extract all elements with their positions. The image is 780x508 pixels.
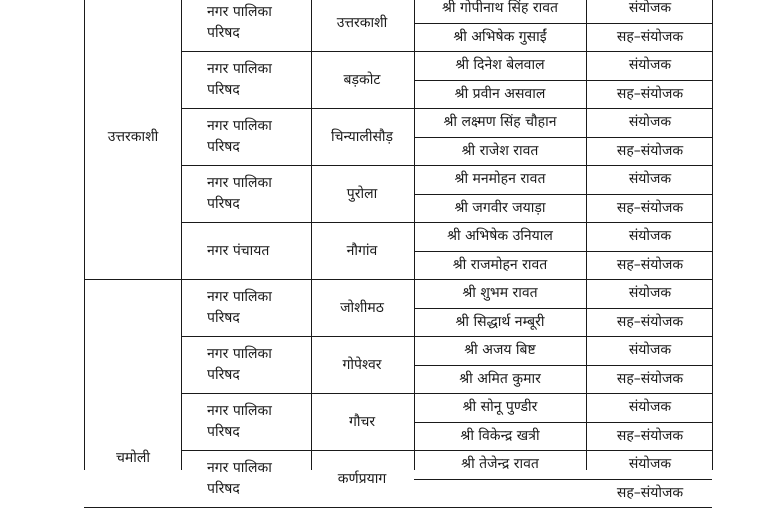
member-row-divider [414, 251, 712, 252]
member-row-divider [414, 194, 712, 195]
member-role: संयोजक [628, 285, 672, 302]
member-role: सह–संयोजक [616, 313, 684, 330]
member-name: श्री अजय बिष्ट [464, 342, 536, 359]
body-place: जोशीमठ [340, 299, 384, 316]
col-border-4 [586, 0, 587, 470]
member-role: सह–संयोजक [616, 370, 684, 387]
member-role: सह–संयोजक [616, 142, 684, 159]
member-name: श्री सिद्धार्थ नम्बूरी [455, 313, 545, 330]
group-row-divider [84, 279, 712, 280]
member-role: संयोजक [628, 399, 672, 416]
member-role: संयोजक [628, 57, 672, 74]
body-type-line1: नगर पालिका [207, 174, 272, 191]
member-row-divider [414, 308, 712, 309]
member-row-divider [414, 137, 712, 138]
member-name: श्री शुभम रावत [462, 285, 538, 302]
col-border-5 [712, 0, 713, 470]
member-name: श्री विकेन्द्र खत्री [460, 427, 540, 444]
member-name: श्री राजमोहन रावत [452, 256, 548, 273]
body-type: नगर पंचायत [207, 242, 270, 259]
body-row-divider [181, 336, 712, 337]
body-type-line2: परिषद [207, 423, 240, 440]
member-role: संयोजक [628, 171, 672, 188]
col-border-3 [414, 0, 415, 470]
body-row-divider [181, 51, 712, 52]
body-row-divider [181, 222, 712, 223]
body-type-line2: परिषद [207, 24, 240, 41]
member-name: श्री अभिषेक गुसाईं [453, 28, 547, 45]
member-role: सह–संयोजक [616, 28, 684, 45]
member-name: श्री प्रवीन असवाल [454, 85, 546, 102]
member-role: सह–संयोजक [616, 484, 684, 501]
member-role: संयोजक [628, 0, 672, 17]
member-role: संयोजक [628, 228, 672, 245]
member-role: सह–संयोजक [616, 85, 684, 102]
member-name: श्री लक्ष्मण सिंह चौहान [443, 114, 557, 131]
body-type-line1: नगर पालिका [207, 60, 272, 77]
body-place: नौगांव [346, 242, 378, 259]
body-place: बड़कोट [343, 71, 381, 88]
member-role: संयोजक [628, 114, 672, 131]
body-place: पुरोला [346, 185, 378, 202]
body-type-line2: परिषद [207, 480, 240, 497]
body-place: उत्तरकाशी [336, 14, 388, 31]
body-type-line1: नगर पालिका [207, 402, 272, 419]
col-border-0 [84, 0, 85, 470]
col-border-1 [181, 0, 182, 470]
body-type-line2: परिषद [207, 366, 240, 383]
body-type-line1: नगर पालिका [207, 459, 272, 476]
body-place: गौचर [348, 413, 376, 430]
body-type-line2: परिषद [207, 309, 240, 326]
member-row-divider [414, 80, 712, 81]
member-row-divider [414, 365, 712, 366]
body-row-divider [181, 108, 712, 109]
member-row-divider [414, 23, 712, 24]
body-type-line2: परिषद [207, 195, 240, 212]
member-name: श्री राजेश रावत [461, 142, 539, 159]
col-border-2 [311, 0, 312, 470]
member-name: श्री जगवीर जयाड़ा [454, 199, 546, 216]
body-type-line1: नगर पालिका [207, 3, 272, 20]
member-name: श्री दिनेश बेलवाल [455, 57, 545, 74]
member-name: श्री गोपीनाथ सिंह रावत [442, 0, 558, 17]
member-name: श्री तेजेन्द्र रावत [461, 456, 539, 473]
district-name: चमोली [115, 450, 151, 466]
member-name: श्री अमित कुमार [459, 370, 541, 387]
body-type-line1: नगर पालिका [207, 288, 272, 305]
member-role: सह–संयोजक [616, 199, 684, 216]
body-type-line1: नगर पालिका [207, 345, 272, 362]
body-place: गोपेश्वर [342, 356, 382, 373]
member-name: श्री सोनू पुण्डीर [462, 399, 538, 416]
member-row-divider [414, 479, 712, 480]
body-row-divider [181, 450, 712, 451]
body-row-divider [181, 393, 712, 394]
body-type-line2: परिषद [207, 138, 240, 155]
body-place: कर्णप्रयाग [337, 470, 387, 487]
body-type-line2: परिषद [207, 81, 240, 98]
member-role: सह–संयोजक [616, 256, 684, 273]
body-row-divider [181, 165, 712, 166]
member-role: संयोजक [628, 342, 672, 359]
member-name: श्री मनमोहन रावत [454, 171, 546, 188]
member-role: सह–संयोजक [616, 427, 684, 444]
member-name: श्री अभिषेक उनियाल [447, 228, 553, 245]
district-name: उत्तरकाशी [107, 128, 159, 145]
body-type-line1: नगर पालिका [207, 117, 272, 134]
member-row-divider [414, 422, 712, 423]
body-place: चिन्यालीसौड़ [330, 128, 394, 145]
member-role: संयोजक [628, 456, 672, 473]
